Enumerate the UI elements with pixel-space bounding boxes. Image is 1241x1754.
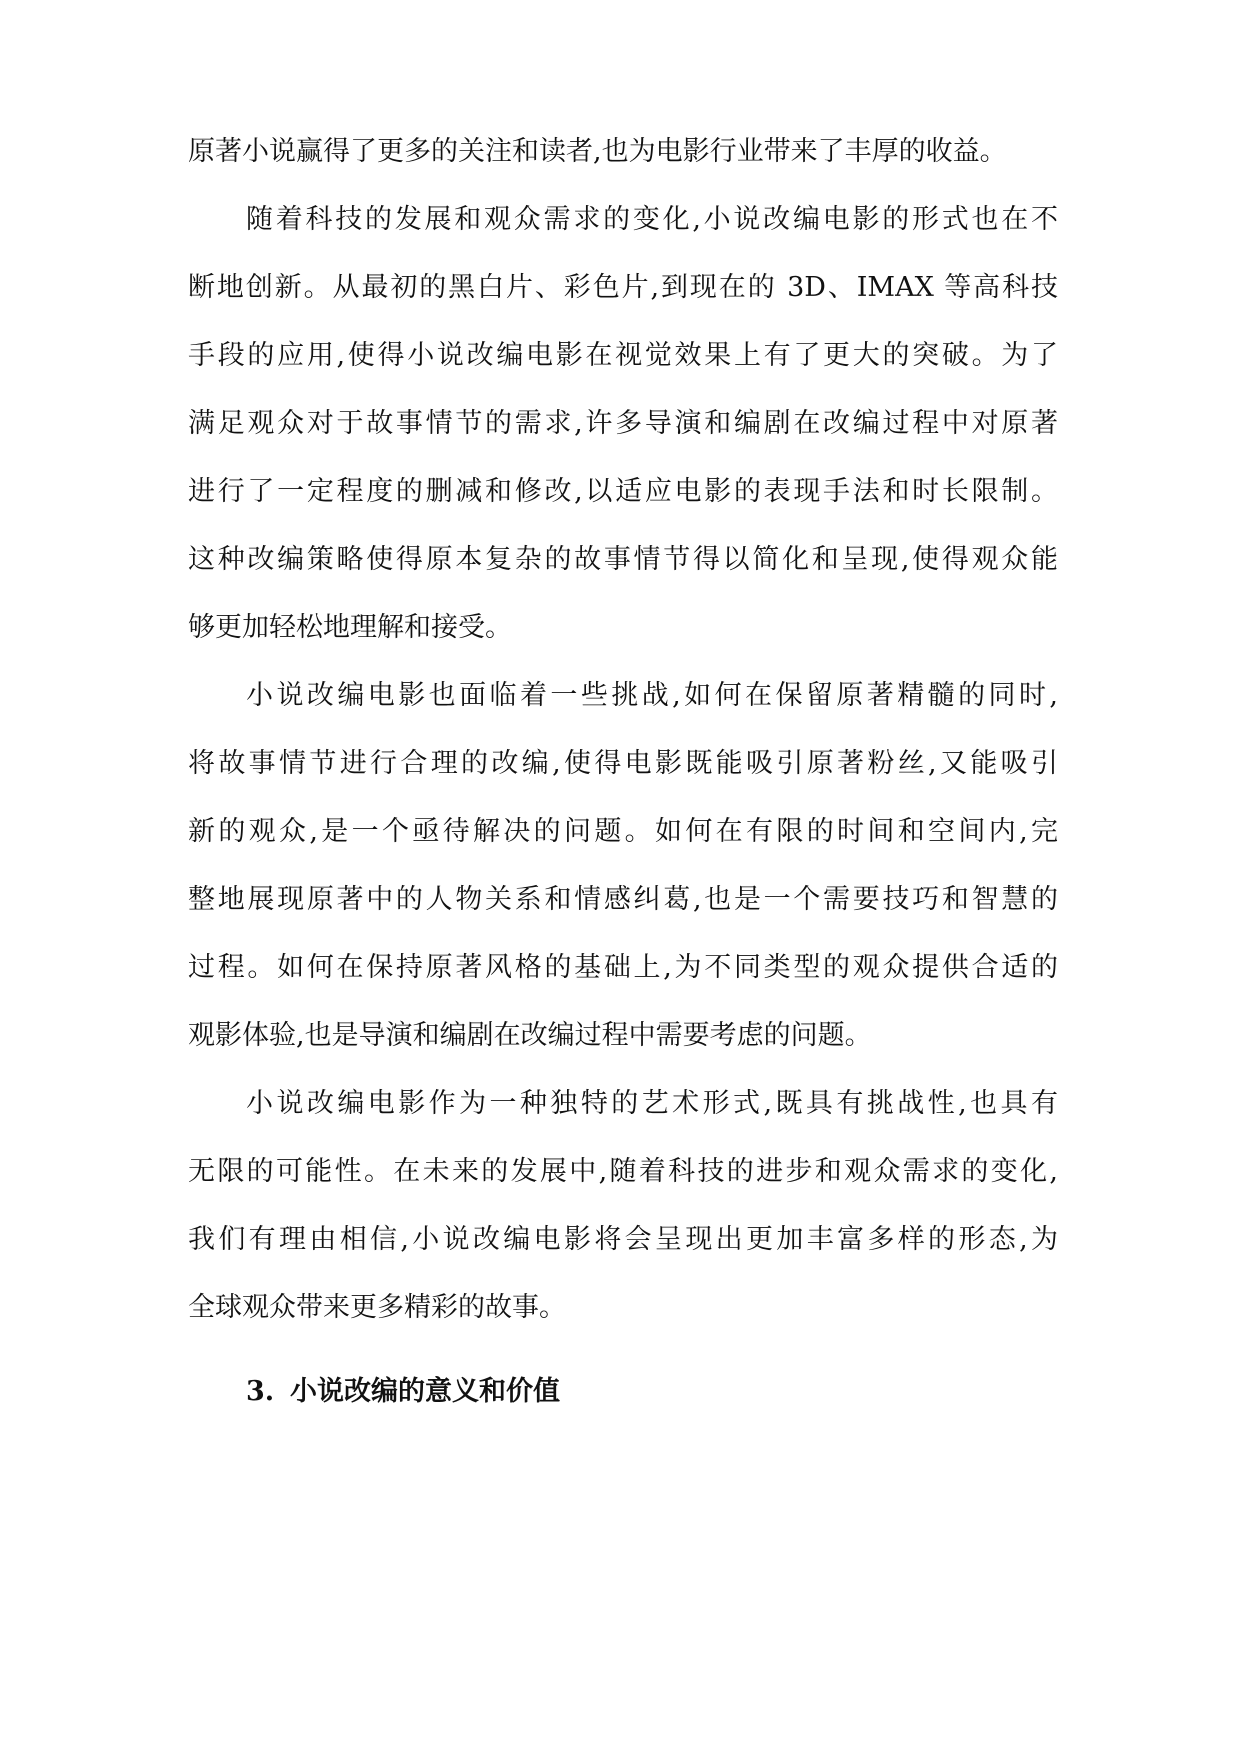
- paragraph-line: 全球观众带来更多精彩的故事。: [188, 1292, 566, 1323]
- paragraph-line: 进行了一定程度的删减和修改,以适应电影的表现手法和时长限制。: [188, 476, 1058, 507]
- paragraph-line: 我们有理由相信,小说改编电影将会呈现出更加丰富多样的形态,为: [188, 1224, 1058, 1255]
- paragraph-line: 小说改编电影也面临着一些挑战,如何在保留原著精髓的同时,: [246, 680, 1058, 711]
- section-title: 小说改编的意义和价值: [290, 1376, 560, 1407]
- paragraph-line: 过程。如何在保持原著风格的基础上,为不同类型的观众提供合适的: [188, 952, 1058, 983]
- paragraph-line: 小说改编电影作为一种独特的艺术形式,既具有挑战性,也具有: [246, 1088, 1058, 1119]
- section-heading: [246, 1373, 560, 1411]
- paragraph-line: 断地创新。从最初的黑白片、彩色片,到现在的 3D、IMAX 等高科技: [188, 272, 1058, 303]
- paragraph-line: 观影体验,也是导演和编剧在改编过程中需要考虑的问题。: [188, 1020, 872, 1051]
- paragraph-line: 整地展现原著中的人物关系和情感纠葛,也是一个需要技巧和智慧的: [188, 884, 1058, 915]
- paragraph-line: 新的观众,是一个亟待解决的问题。如何在有限的时间和空间内,完: [188, 816, 1058, 847]
- paragraph-line: 将故事情节进行合理的改编,使得电影既能吸引原著粉丝,又能吸引: [188, 748, 1058, 779]
- paragraph-line: 手段的应用,使得小说改编电影在视觉效果上有了更大的突破。为了: [188, 340, 1058, 371]
- section-number: 3.: [246, 1376, 275, 1407]
- paragraph-line: 随着科技的发展和观众需求的变化,小说改编电影的形式也在不: [246, 204, 1058, 235]
- paragraph-line: 无限的可能性。在未来的发展中,随着科技的进步和观众需求的变化,: [188, 1156, 1058, 1187]
- paragraph-line: 这种改编策略使得原本复杂的故事情节得以简化和呈现,使得观众能: [188, 544, 1058, 575]
- paragraph-line: 够更加轻松地理解和接受。: [188, 612, 512, 643]
- paragraph-line: 满足观众对于故事情节的需求,许多导演和编剧在改编过程中对原著: [188, 408, 1058, 439]
- paragraph-line: 原著小说赢得了更多的关注和读者,也为电影行业带来了丰厚的收益。: [188, 136, 1007, 167]
